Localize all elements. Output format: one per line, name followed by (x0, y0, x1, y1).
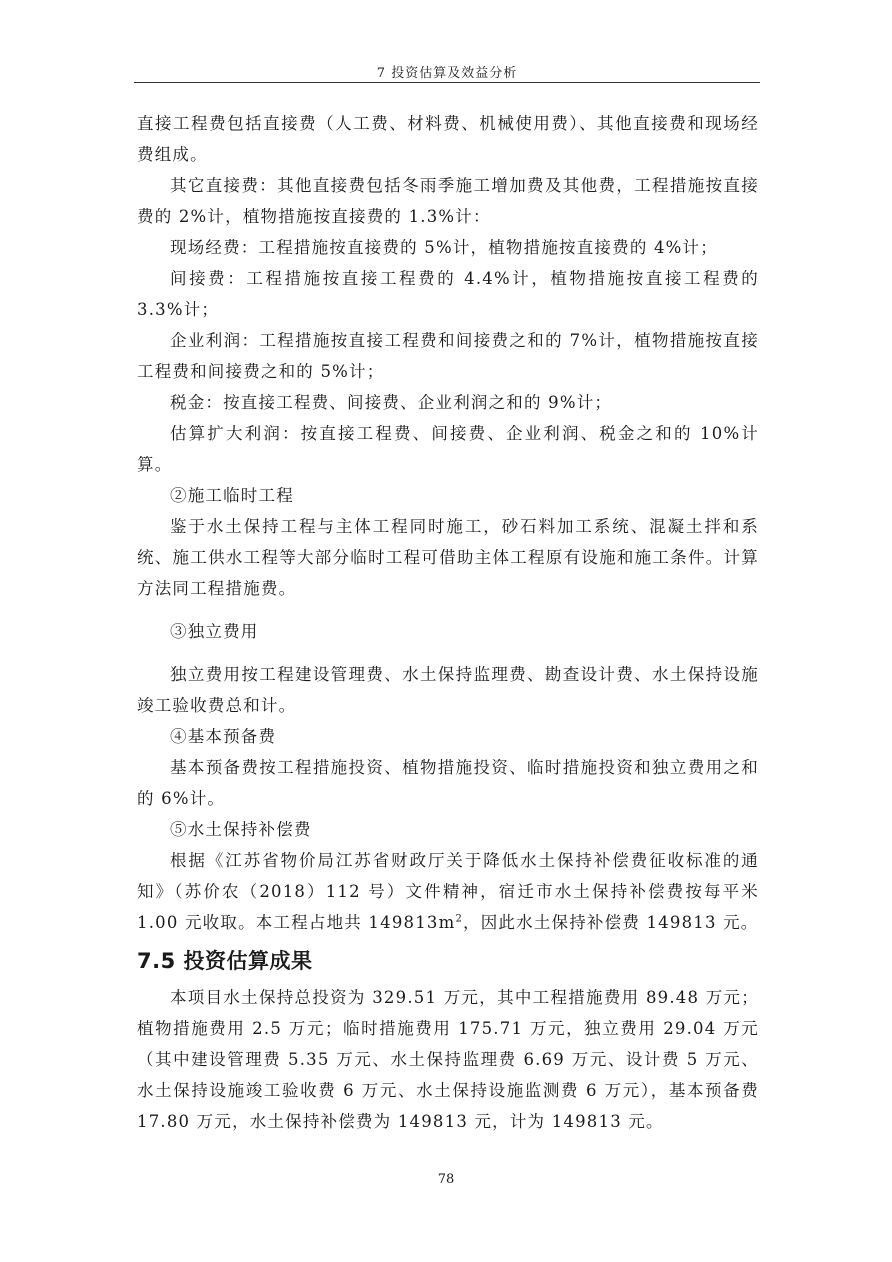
compensation-text-part1: 根据《江苏省物价局江苏省财政厅关于降低水土保持补偿费征收标准的通知》（苏价农（2018）112 号）文件精神，宿迁市水土保持补偿费按每平米 1.00 元收取。本工程占地共 149813m (137, 851, 759, 932)
paragraph-expanded-profit: 估算扩大利润：按直接工程费、间接费、企业利润、税金之和的 10%计算。 (137, 424, 759, 474)
header-rule (134, 82, 760, 83)
subheading-basic-reserve: ④基本预备费 (170, 727, 277, 746)
subheading-temporary-works: ②施工临时工程 (170, 486, 294, 505)
paragraph-tax: 税金：按直接工程费、间接费、企业利润之和的 9%计； (170, 393, 613, 412)
subheading-compensation-fee: ⑤水土保持补偿费 (170, 820, 312, 839)
paragraph-site-cost: 现场经费：工程措施按直接费的 5%计，植物措施按直接费的 4%计； (170, 238, 718, 257)
body-text (137, 108, 759, 1137)
paragraph-independent-cost: 独立费用按工程建设管理费、水土保持监理费、勘查设计费、水土保持设施竣工验收费总和计。 (137, 665, 759, 715)
section-heading: 7.5 投资估算成果 (137, 949, 313, 973)
running-header: 7 投资估算及效益分析 (376, 66, 518, 81)
subheading-independent-cost: ③独立费用 (170, 622, 259, 641)
paragraph-investment-results: 本项目水土保持总投资为 329.51 万元，其中工程措施费用 89.48 万元；植物措施费用 2.5 万元；临时措施费用 175.71 万元，独立费用 29.04 万元（其中建设管理费 5.35 万元、水土保持监理费 6.69 万元、设计费 5 万元、水土保持设施竣工验收费 6 万元、水土保持设施监测费 6 万元），基本预备费 17.80 万元，水土保持补偿费为 149813 元，计为 149813 元。 (137, 988, 759, 1131)
page-number: 78 (437, 1172, 455, 1187)
paragraph-basic-reserve: 基本预备费按工程措施投资、植物措施投资、临时措施投资和独立费用之和的 6%计。 (137, 758, 759, 808)
paragraph-enterprise-profit: 企业利润：工程措施按直接工程费和间接费之和的 7%计，植物措施按直接工程费和间接费之和的 5%计； (137, 331, 759, 381)
paragraph-compensation-fee (137, 845, 759, 938)
paragraph-indirect-cost: 间接费：工程措施按直接工程费的 4.4%计，植物措施按直接工程费的 3.3%计； (137, 269, 759, 319)
compensation-text-part2: ，因此水土保持补偿费 149813 元。 (463, 913, 759, 932)
paragraph-other-direct-cost: 其它直接费：其他直接费包括冬雨季施工增加费及其他费，工程措施按直接费的 2%计，植物措施按直接费的 1.3%计： (137, 176, 759, 226)
paragraph-temporary-works: 鉴于水土保持工程与主体工程同时施工，砂石料加工系统、混凝土拌和系统、施工供水工程等大部分临时工程可借助主体工程原有设施和施工条件。计算方法同工程措施费。 (137, 517, 759, 598)
superscript-square: 2 (455, 913, 464, 925)
paragraph-direct-engineering-cost: 直接工程费包括直接费（人工费、材料费、机械使用费）、其他直接费和现场经费组成。 (137, 114, 759, 164)
